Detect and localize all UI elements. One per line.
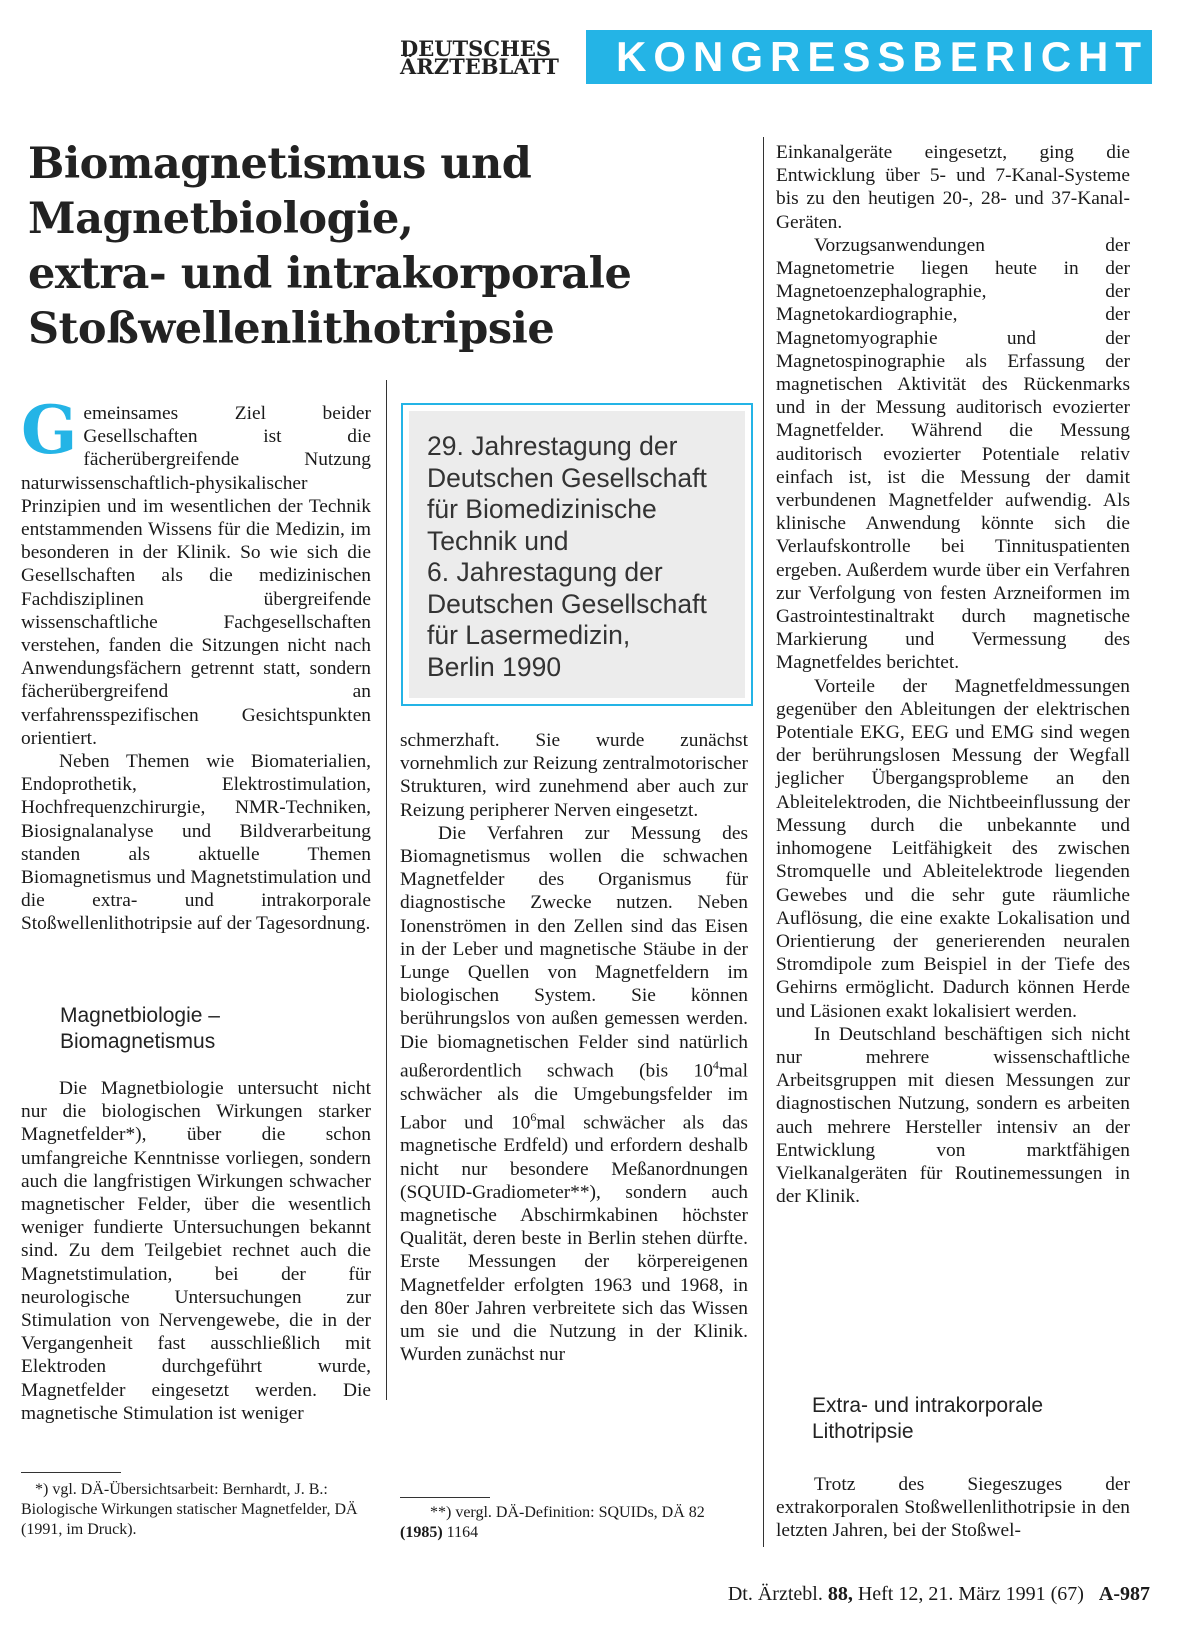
info-line: Technik und — [427, 525, 569, 556]
paragraph: Die Magnetbiologie untersucht nicht nur die biologischen Wirkungen starker Magnetfelder*), über die schon umfangreiche Kenntnisse vorliegen, sondern auch die langfristigen Wirkungen schwacher magnetischer Felder, über die wesentlich weniger fundierte Untersuchungen bekannt sind. Zu dem Teilgebiet rechnet auch die Magnetstimulation, bei der für neurologische Untersuchungen zur Stimulation von Nervengewebe, die in der Vergangenheit fast ausschließlich mit Elektroden durchgeführt wurde, Magnetfelder eingesetzt werden. Die magnetische Stimulation ist weniger — [21, 1078, 371, 1424]
superscript: 4 — [712, 1057, 719, 1072]
footnote-page: 1164 — [446, 1524, 479, 1541]
info-line: Berlin 1990 — [427, 651, 562, 682]
info-line: Deutschen Gesellschaft — [427, 462, 707, 493]
brand-line-2: ÄRZTEBLATT — [400, 54, 559, 79]
info-line: für Biomedizinische — [427, 494, 657, 524]
footnote-year: (1985) — [400, 1524, 443, 1541]
intro-paragraph — [21, 391, 371, 750]
footnote-1: *) vgl. DÄ-Übersichtsarbeit: Bernhardt, J. B.: Biologische Wirkungen statischer Magnetfelder, DÄ (1991, im Druck). — [21, 1481, 358, 1538]
info-line: 29. Jahrestagung der — [427, 431, 678, 461]
info-line: Deutschen Gesellschaft — [427, 588, 707, 619]
paragraph — [400, 822, 748, 1367]
column-1-body — [21, 1077, 371, 1425]
title-line: extra- und intrakorporale — [28, 249, 632, 299]
text-run: mal schwächer als die Umgebungsfelder im Labor und 10 — [400, 1060, 748, 1134]
journal-brand — [400, 36, 575, 79]
column-3-body — [776, 141, 1130, 1208]
title-line: Magnetbiologie, — [28, 194, 414, 244]
footnote-rule — [21, 1472, 121, 1473]
superscript: 6 — [530, 1109, 537, 1124]
paragraph: Neben Themen wie Biomaterialien, Endoprothetik, Elektrostimulation, Hochfrequenzchirurgie, NMR-Techniken, Biosignalanalyse und Bildverarbeitung standen als aktuelle Themen Biomagnetismus und Magnetstimulation und die extra- und intrakorporale Stoßwellenlithotripsie auf der Tagesordnung. — [21, 751, 371, 935]
paragraph: schmerzhaft. Sie wurde zunächst vornehmlich zur Reizung zentralmotorischer Strukturen, wird zunehmend aber auch zur Reizung peripherer Nerven eingesetzt. — [400, 730, 748, 821]
footnote-text: **) vergl. DÄ-Definition: SQUIDs, DÄ 82 — [430, 1504, 705, 1521]
title-line: Biomagnetismus und — [28, 139, 532, 189]
subheading-magnetbiologie — [60, 1003, 360, 1055]
info-line: 6. Jahrestagung der — [427, 557, 663, 587]
footer-page-number: A-987 — [1098, 1583, 1150, 1605]
subheading-line: Magnetbiologie – — [60, 1004, 220, 1027]
text-run: mal schwächer als das magnetische Erdfeld) und erfordern deshalb nicht nur besondere Meßanordnungen (SQUID-Gradiometer**), sondern auch magnetische Abschirmkabinen höchster Qualität, deren beste in Berlin stehen dürfte. Erste Messungen der körpereigenen Magnetfelder erfolgten 1963 und 1968, in den 80er Jahren verbreitete sich das Wissen um sie und die Nutzung in der Klinik. Wurden zunächst nur — [400, 1112, 748, 1366]
drop-cap: G — [21, 391, 78, 469]
paragraph: In Deutschland beschäftigen sich nicht nur mehrere wissenschaftliche Arbeitsgruppen mit diesen Messungen zur diagnostischen Nutzung, sondern es arbeiten auch mehrere Hersteller intensiv an der Entwicklung von marktfähigen Vielkanalgeräten für Routinemessungen in der Klinik. — [776, 1023, 1130, 1208]
column-3-end — [776, 1473, 1130, 1543]
column-divider-1 — [386, 380, 387, 1400]
title-line: Stoßwellenlithotripsie — [28, 304, 555, 354]
paragraph: Trotz des Siegeszuges der extrakorporalen Stoßwellenlithotripsie in den letzten Jahren, bei der Stoßwel- — [776, 1474, 1130, 1542]
footer-volume: 88, — [827, 1583, 853, 1605]
info-line: für Lasermedizin, — [427, 620, 631, 650]
paragraph: Vorteile der Magnetfeldmessungen gegenüber den Ableitungen der elektrischen Potentiale EKG, EEG und EMG sind wegen der berührungslosen Messung der Wegfall jeglicher Übergangsprobleme an den Ableitelektroden, die Nichtbeeinflussung der Messung durch die unbekannte und inhomogene Leitfähigkeit des zwischen Stromquelle und Ableitelektrode liegenden Gewebes und die sehr gute räumliche Auflösung, die eine exakte Lokalisation und Orientierung der generierenden neuralen Stromdipole zum Beispiel in der Tiefe des Gehirns ermöglicht. Dadurch können Herde und Läsionen exakt lokalisiert werden. — [776, 675, 1130, 1022]
article-title — [28, 137, 728, 357]
paragraph: Vorzugsanwendungen der Magnetometrie liegen heute in der Magnetoenzephalographie, der Magnetokardiographie, der Magnetomyographie und der Magnetospinographie als Erfassung der magnetischen Aktivität des Rückenmarks und in der Messung auditorisch evozierter Magnetfelder. Während die Messung auditorisch evozierter Potentiale relativ einfach ist, ist die Messung der damit verbundenen Magnetfelder aufwendig. Als klinische Anwendung könnte sich die Verlaufskontrolle bei Tinnituspatienten ergeben. Außerdem wurde über ein Verfahren zur Verfolgung von festen Arzneiformen im Gastrointestinaltrakt durch magnetische Markierung und Vermessung des Magnetfeldes berichtet. — [776, 234, 1130, 674]
section-banner: KONGRESSBERICHT — [586, 30, 1152, 84]
column-1-intro — [21, 391, 371, 936]
subheading-line: Biomagnetismus — [60, 1030, 216, 1053]
footer-issue: Heft 12, 21. März 1991 (67) — [857, 1583, 1084, 1605]
footnote-rule — [400, 1497, 490, 1498]
brand-line-1: DEUTSCHES — [400, 36, 552, 61]
subheading-line: Extra- und intrakorporale — [812, 1394, 1044, 1417]
footnote-2 — [400, 1503, 748, 1543]
intro-text: emeinsames Ziel beider Gesellschaften ist die fächerübergreifende Nutzung naturwissenschaftlich-physikalischer Prinzipien und im wesentlichen der Technik entstammenden Wissens für die Medizin, im besonderen in der Klinik. So wie sich die Gesellschaften als die medizinischen Fachdisziplinen übergreifende wissenschaftliche Fachgesellschaften verstehen, fanden die Sitzungen nicht nach Anwendungsfächern getrennt statt, sondern fächerübergreifend an verfahrensspezifischen Gesichtspunkten orientiert. — [21, 403, 371, 749]
conference-info-box — [401, 403, 753, 706]
paragraph: Einkanalgeräte eingesetzt, ging die Entwicklung über 5- und 7-Kanal-Systeme bis zu den heutigen 20-, 28- und 37-Kanal-Geräten. — [776, 142, 1130, 233]
page-footer — [560, 1582, 1150, 1606]
column-divider-2 — [763, 137, 764, 1547]
footer-journal: Dt. Ärztebl. — [727, 1583, 823, 1605]
column-2-body — [400, 729, 748, 1366]
text-run: Die Verfahren zur Messung des Biomagnetismus wollen die schwachen Magnetfelder des Organismus für diagnostische Zwecke nutzen. Neben Ionenströmen in den Zellen sind das Eisen in der Leber und magnetische Stäube in der Lunge Quellen von Magnetfeldern im biologischen System. Sie können berührungslos von außen gemessen werden. Die biomagnetischen Felder sind natürlich außerordentlich schwach (bis 10 — [400, 822, 748, 1082]
subheading-lithotripsie — [812, 1393, 1132, 1445]
subheading-line: Lithotripsie — [812, 1420, 914, 1443]
